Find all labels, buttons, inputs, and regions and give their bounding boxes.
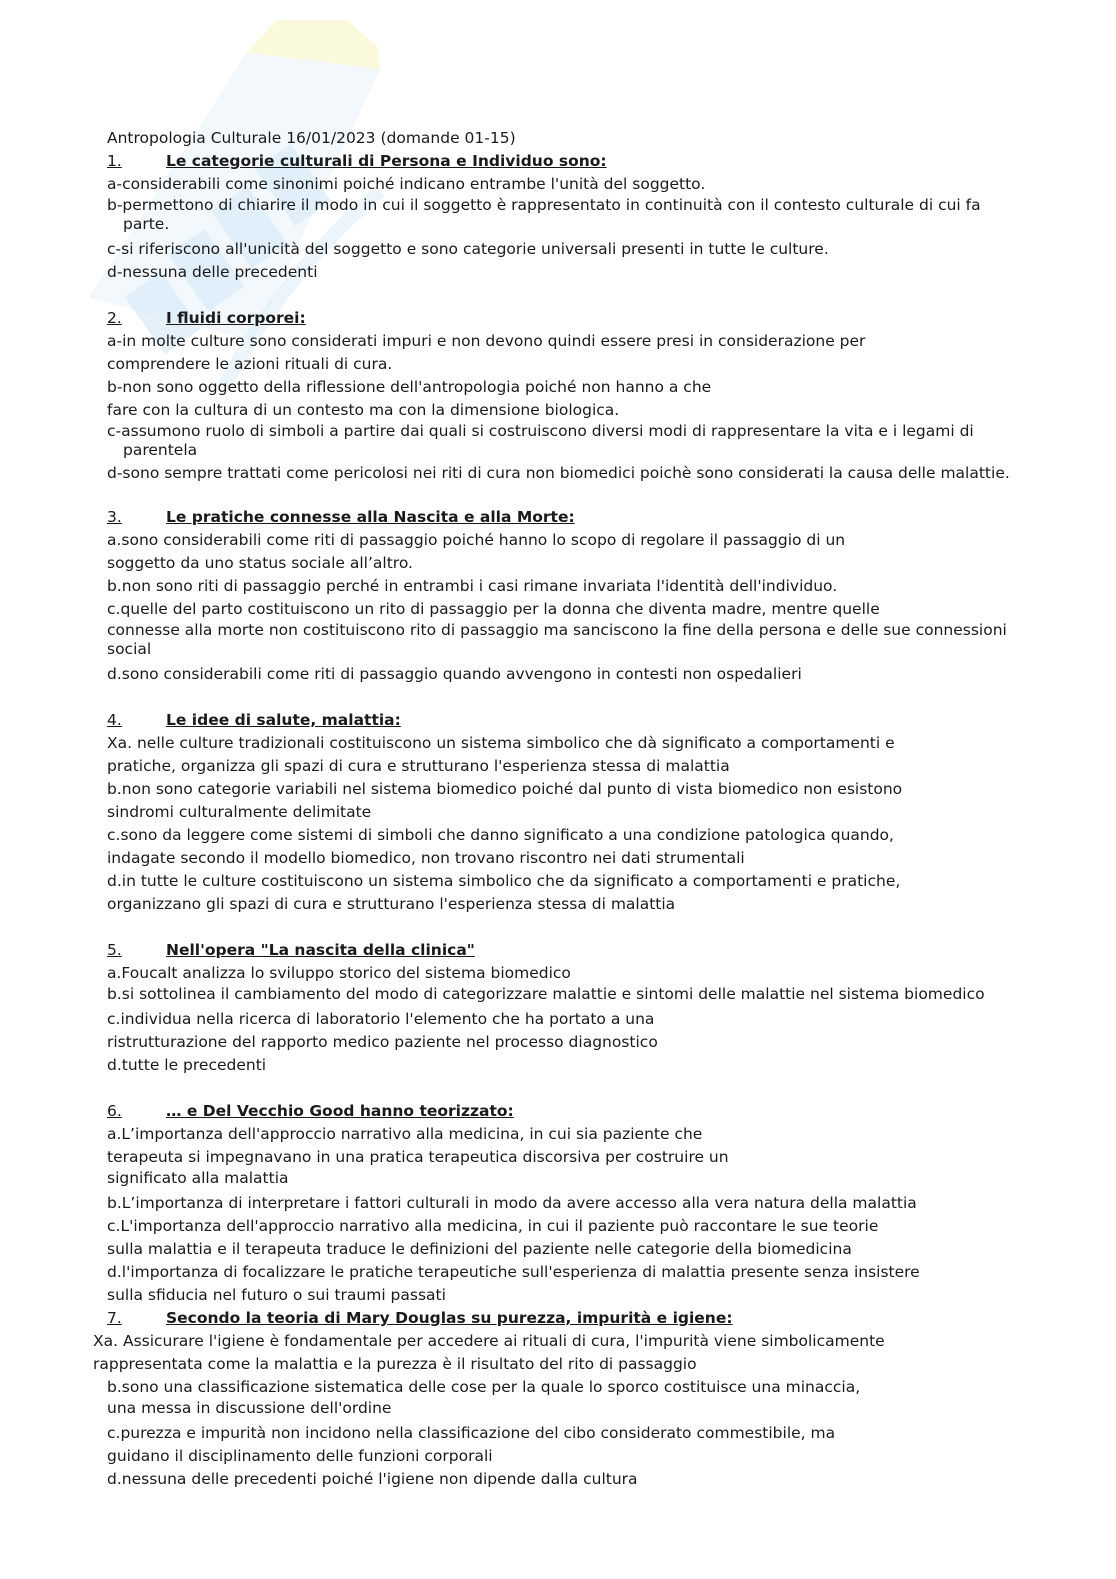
- question-number: 3.: [107, 508, 122, 526]
- question-1: [107, 150, 1012, 284]
- answer-option: rappresentata come la malattia e la purezza è il risultato del rito di passaggio: [93, 1355, 697, 1373]
- answer-option: b.L’importanza di interpretare i fattori culturali in modo da avere accesso alla vera natura della malattia: [107, 1194, 917, 1212]
- answer-option: significato alla malattia: [107, 1169, 289, 1187]
- question-4: [107, 709, 1012, 916]
- answer-option: fare con la cultura di un contesto ma con la dimensione biologica.: [107, 401, 620, 419]
- question-7: [93, 1307, 1012, 1491]
- question-2: [107, 307, 1012, 483]
- answer-option: organizzano gli spazi di cura e strutturano l'esperienza stessa di malattia: [107, 895, 676, 913]
- answer-option: sulla sfiducia nel futuro o sui traumi passati: [107, 1286, 446, 1304]
- answer-option: d.in tutte le culture costituiscono un sistema simbolico che da significato a comportamenti e pratiche,: [107, 872, 901, 890]
- question-number: 5.: [107, 941, 122, 959]
- document-body: [93, 127, 1012, 1491]
- answer-option: una messa in discussione dell'ordine: [107, 1399, 392, 1417]
- answer-option: guidano il disciplinamento delle funzioni corporali: [107, 1447, 493, 1465]
- answer-option: a-in molte culture sono considerati impuri e non devono quindi essere presi in considerazione per: [107, 332, 866, 350]
- question-number: 7.: [107, 1309, 122, 1327]
- answer-option: c.individua nella ricerca di laboratorio l'elemento che ha portato a una: [107, 1010, 655, 1028]
- answer-option: d.tutte le precedenti: [107, 1056, 267, 1074]
- answer-option: c-assumono ruolo di simboli a partire dai quali si costruiscono diversi modi di rappresentare la vita e i legami di parentela: [107, 422, 974, 459]
- answer-option: c.sono da leggere come sistemi di simboli che danno significato a una condizione patologica quando,: [107, 826, 894, 844]
- answer-option: a.Foucalt analizza lo sviluppo storico del sistema biomedico: [107, 964, 571, 982]
- answer-option: comprendere le azioni rituali di cura.: [107, 355, 393, 373]
- answer-option: pratiche, organizza gli spazi di cura e strutturano l'esperienza stessa di malattia: [107, 757, 730, 775]
- answer-option: a-considerabili come sinonimi poiché indicano entrambe l'unità del soggetto.: [107, 175, 706, 193]
- answer-option: b.non sono categorie variabili nel sistema biomedico poiché dal punto di vista biomedico non esistono: [107, 780, 903, 798]
- answer-option: Xa. Assicurare l'igiene è fondamentale per accedere ai rituali di cura, l'impurità viene simbolicamente: [93, 1332, 885, 1350]
- answer-option: d.sono considerabili come riti di passaggio quando avvengono in contesti non ospedalieri: [107, 665, 802, 683]
- answer-option: c-si riferiscono all'unicità del soggetto e sono categorie universali presenti in tutte le culture.: [107, 240, 829, 258]
- question-number: 6.: [107, 1102, 122, 1120]
- answer-option: a.sono considerabili come riti di passaggio poiché hanno lo scopo di regolare il passaggio di un: [107, 531, 846, 549]
- answer-option: d-sono sempre trattati come pericolosi nei riti di cura non biomedici poichè sono considerati la causa delle malattie.: [107, 464, 1010, 482]
- question-text: Le categorie culturali di Persona e Individuo sono:: [166, 152, 607, 170]
- answer-option: a.L’importanza dell'approccio narrativo alla medicina, in cui sia paziente che: [107, 1125, 703, 1143]
- answer-option: ristrutturazione del rapporto medico paziente nel processo diagnostico: [107, 1033, 658, 1051]
- answer-option: sindromi culturalmente delimitate: [107, 803, 372, 821]
- question-number: 1.: [107, 152, 122, 170]
- answer-option: b.non sono riti di passaggio perché in entrambi i casi rimane invariata l'identità dell'individuo.: [107, 577, 838, 595]
- answer-option: d.nessuna delle precedenti poiché l'igiene non dipende dalla cultura: [107, 1470, 638, 1488]
- question-5: [107, 939, 1012, 1077]
- answer-option: c.quelle del parto costituiscono un rito di passaggio per la donna che diventa madre, mentre quelle: [107, 600, 880, 618]
- answer-option: c.purezza e impurità non incidono nella classificazione del cibo considerato commestibile, ma: [107, 1424, 836, 1442]
- answer-option: indagate secondo il modello biomedico, non trovano riscontro nei dati strumentali: [107, 849, 745, 867]
- answer-option: soggetto da uno status sociale all’altro.: [107, 554, 413, 572]
- question-3: [107, 506, 1012, 686]
- answer-option: b.si sottolinea il cambiamento del modo di categorizzare malattie e sintomi delle malattie nel sistema biomedico: [107, 985, 985, 1003]
- answer-option: b-non sono oggetto della riflessione dell'antropologia poiché non hanno a che: [107, 378, 712, 396]
- answer-option: b-permettono di chiarire il modo in cui il soggetto è rappresentato in continuità con il contesto culturale di cui fa parte.: [107, 196, 981, 233]
- question-text: I fluidi corporei:: [166, 309, 306, 327]
- question-text: Nell'opera "La nascita della clinica": [166, 941, 475, 959]
- question-text: … e Del Vecchio Good hanno teorizzato:: [166, 1102, 514, 1120]
- question-text: Le idee di salute, malattia:: [166, 711, 401, 729]
- answer-option: d-nessuna delle precedenti: [107, 263, 318, 281]
- answer-option: connesse alla morte non costituiscono rito di passaggio ma sanciscono la fine della persona e delle sue connessioni social: [107, 621, 1007, 658]
- document-title: Antropologia Culturale 16/01/2023 (domande 01-15): [107, 129, 516, 147]
- question-number: 4.: [107, 711, 122, 729]
- answer-option: Xa. nelle culture tradizionali costituiscono un sistema simbolico che dà significato a comportamenti e: [107, 734, 895, 752]
- answer-option: c.L'importanza dell'approccio narrativo alla medicina, in cui il paziente può raccontare le sue teorie: [107, 1217, 879, 1235]
- answer-option: d.l'importanza di focalizzare le pratiche terapeutiche sull'esperienza di malattia presente senza insistere: [107, 1263, 920, 1281]
- answer-option: sulla malattia e il terapeuta traduce le definizioni del paziente nelle categorie della biomedicina: [107, 1240, 852, 1258]
- question-6: [107, 1100, 1012, 1307]
- answer-option: terapeuta si impegnavano in una pratica terapeutica discorsiva per costruire un: [107, 1148, 729, 1166]
- question-text: Secondo la teoria di Mary Douglas su purezza, impurità e igiene:: [166, 1309, 733, 1327]
- question-number: 2.: [107, 309, 122, 327]
- answer-option: b.sono una classificazione sistematica delle cose per la quale lo sporco costituisce una minaccia,: [107, 1378, 861, 1396]
- question-text: Le pratiche connesse alla Nascita e alla Morte:: [166, 508, 575, 526]
